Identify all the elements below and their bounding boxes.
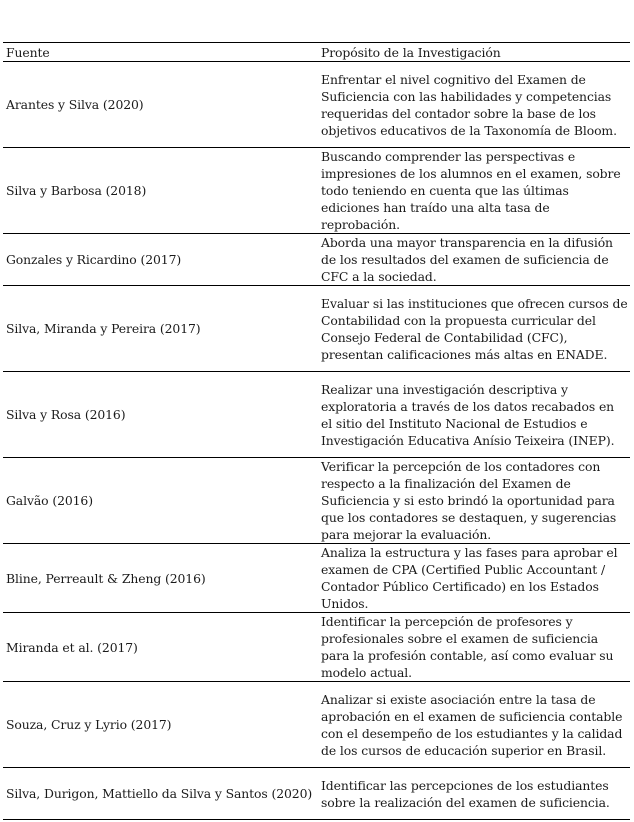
row-purpose: Identificar las percepciones de los estudiantes sobre la realización del examen de suficiencia.	[321, 777, 610, 810]
table-row	[3, 543, 630, 612]
row-source: Galvão (2016)	[6, 493, 93, 508]
row-purpose: Realizar una investigación descriptiva y exploratoria a través de los datos recabados en el sitio del Instituto Nacional de Estudios e Investigación Educativa Anísio Teixeira (INEP).	[321, 381, 615, 448]
row-source: Arantes y Silva (2020)	[6, 97, 144, 112]
row-purpose: Aborda una mayor transparencia en la difusión de los resultados del examen de suficiencia de CFC a la sociedad.	[321, 235, 613, 284]
row-source: Gonzales y Ricardino (2017)	[6, 252, 182, 267]
row-source: Souza, Cruz y Lyrio (2017)	[6, 717, 172, 732]
row-purpose: Evaluar si las instituciones que ofrecen cursos de Contabilidad con la propuesta curricular del Consejo Federal de Contabilidad (CFC), presentan calificaciones más altas en ENADE.	[321, 295, 628, 362]
header-purpose: Propósito de la Investigación	[321, 44, 501, 60]
literature-table	[3, 42, 630, 820]
row-purpose: Buscando comprender las perspectivas e impresiones de los alumnos en el examen, sobre todo teniendo en cuenta que las últimas ediciones han traído una alta tasa de reprobación.	[321, 149, 621, 232]
row-purpose: Identificar la percepción de profesores y profesionales sobre el examen de suficiencia para la profesión contable, así como evaluar su modelo actual.	[321, 614, 614, 680]
table-row	[3, 681, 630, 767]
table-row	[3, 612, 630, 681]
row-purpose: Analiza la estructura y las fases para aprobar el examen de CPA (Certified Public Accountant / Contador Público Certificado) en los Estados Unidos.	[321, 545, 618, 611]
table-row	[3, 285, 630, 371]
row-source: Silva, Durigon, Mattiello da Silva y Santos (2020)	[6, 786, 313, 801]
table-row	[3, 457, 630, 543]
row-purpose: Verificar la percepción de los contadores con respecto a la finalización del Examen de Suficiencia y si esto brindó la oportunidad para que los contadores se destaquen, y sugerencias para mejorar la evaluación.	[321, 459, 617, 542]
row-source: Silva, Miranda y Pereira (2017)	[6, 321, 201, 336]
row-purpose: Enfrentar el nivel cognitivo del Examen de Suficiencia con las habilidades y competencias requeridas del contador sobre la base de los objetivos educativos de la Taxonomía de Bloom.	[321, 71, 617, 138]
table-row	[3, 233, 630, 285]
table-row	[3, 61, 630, 147]
table-header-row	[3, 43, 630, 61]
row-source: Bline, Perreault & Zheng (2016)	[6, 570, 206, 586]
row-source: Miranda et al. (2017)	[6, 639, 138, 655]
table-row	[3, 147, 630, 233]
table-row	[3, 767, 630, 819]
row-purpose: Analizar si existe asociación entre la tasa de aprobación en el examen de suficiencia contable con el desempeño de los estudiantes y la calidad de los cursos de educación superior en Brasil.	[321, 691, 623, 758]
row-source: Silva y Rosa (2016)	[6, 407, 126, 422]
header-source: Fuente	[6, 44, 50, 60]
row-source: Silva y Barbosa (2018)	[6, 183, 147, 198]
table-row	[3, 371, 630, 457]
